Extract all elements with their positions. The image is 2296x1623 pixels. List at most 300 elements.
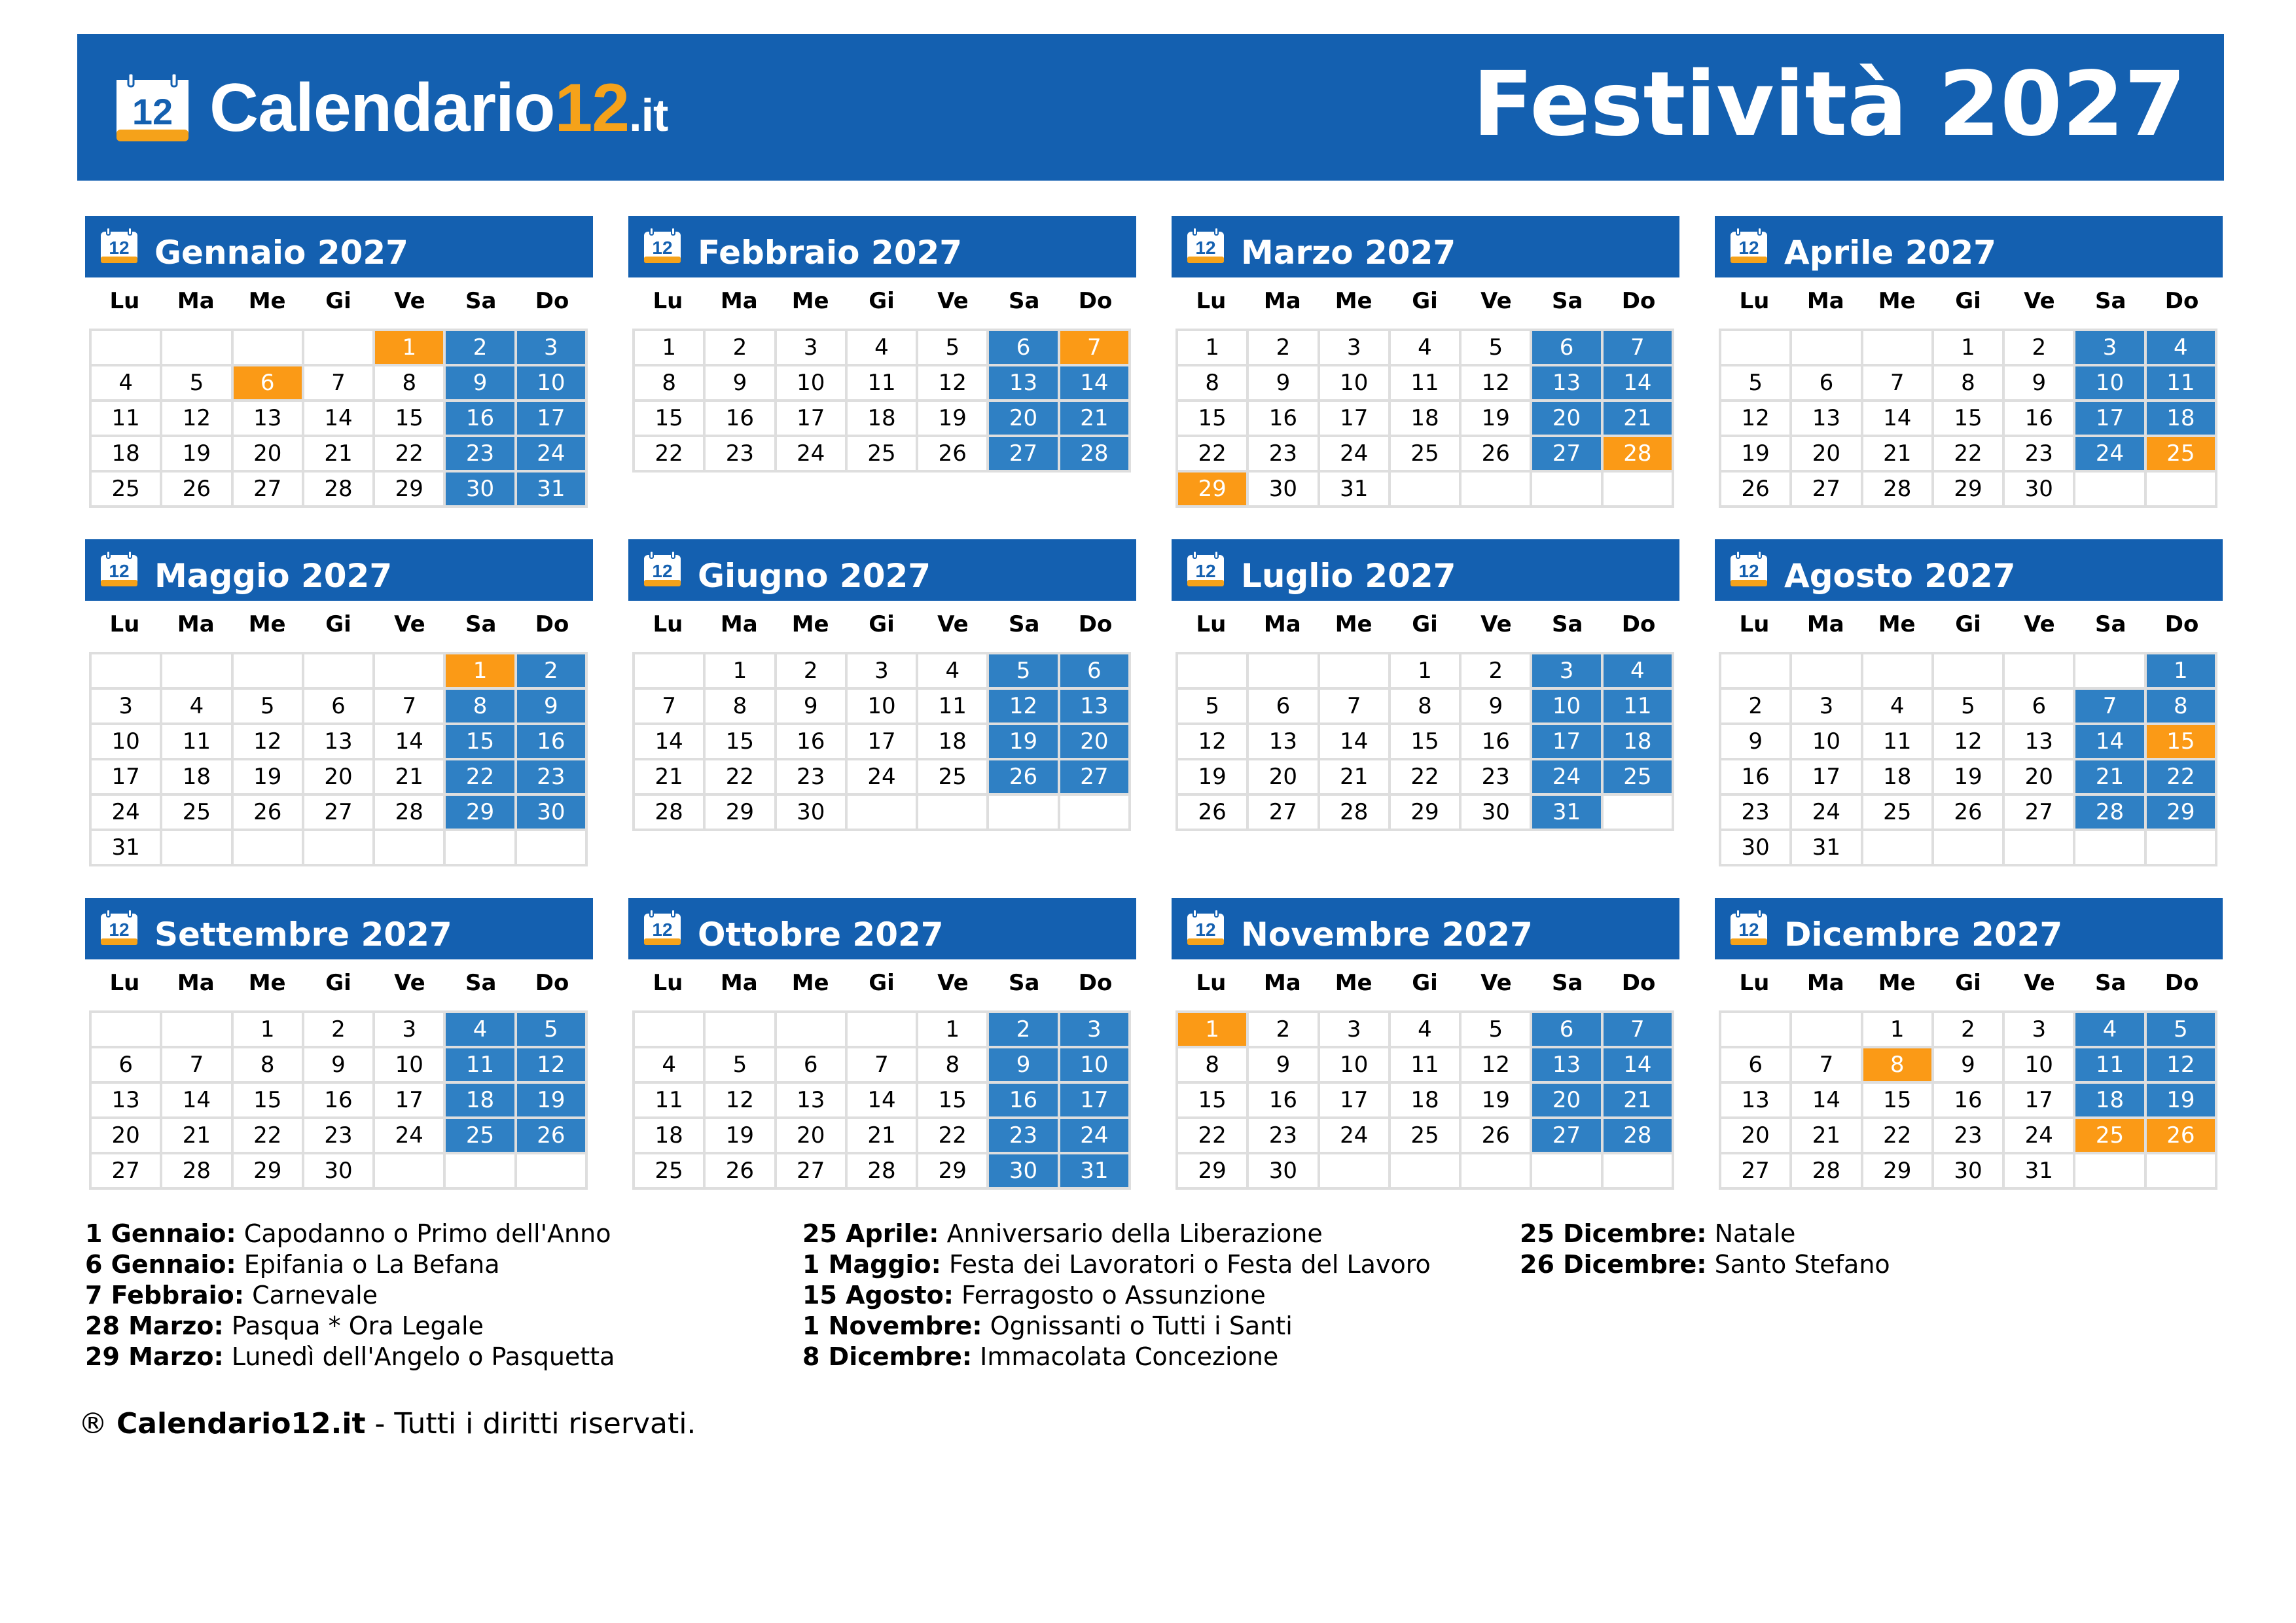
day-cell[interactable]: 4 bbox=[635, 1048, 706, 1084]
day-cell[interactable]: 15 bbox=[918, 1084, 989, 1119]
day-cell[interactable]: 26 bbox=[1462, 1119, 1532, 1154]
day-cell[interactable]: 12 bbox=[162, 402, 233, 437]
day-cell[interactable]: 18 bbox=[2147, 402, 2217, 437]
day-cell[interactable]: 8 bbox=[635, 366, 706, 402]
day-cell[interactable]: 19 bbox=[1934, 760, 2005, 796]
day-cell[interactable]: 31 bbox=[1792, 831, 1863, 866]
day-cell[interactable]: 21 bbox=[1060, 402, 1131, 437]
day-cell[interactable]: 17 bbox=[92, 760, 162, 796]
day-cell[interactable]: 14 bbox=[848, 1084, 918, 1119]
day-cell[interactable]: 9 bbox=[989, 1048, 1060, 1084]
day-cell[interactable]: 8 bbox=[918, 1048, 989, 1084]
day-cell[interactable]: 12 bbox=[1462, 1048, 1532, 1084]
day-cell[interactable]: 25 bbox=[635, 1154, 706, 1190]
day-cell[interactable]: 23 bbox=[706, 437, 776, 473]
day-cell[interactable]: 10 bbox=[777, 366, 848, 402]
day-cell[interactable]: 25 bbox=[1391, 437, 1462, 473]
day-cell[interactable]: 16 bbox=[1934, 1084, 2005, 1119]
day-cell[interactable]: 14 bbox=[635, 725, 706, 760]
day-cell[interactable]: 12 bbox=[2147, 1048, 2217, 1084]
day-cell[interactable]: 16 bbox=[777, 725, 848, 760]
day-cell[interactable]: 13 bbox=[777, 1084, 848, 1119]
day-cell[interactable]: 29 bbox=[1178, 473, 1249, 508]
day-cell[interactable]: 4 bbox=[1391, 331, 1462, 366]
day-cell[interactable]: 14 bbox=[375, 725, 446, 760]
day-cell[interactable]: 9 bbox=[1934, 1048, 2005, 1084]
day-cell[interactable]: 23 bbox=[777, 760, 848, 796]
day-cell[interactable]: 28 bbox=[162, 1154, 233, 1190]
day-cell[interactable]: 1 bbox=[1391, 654, 1462, 690]
day-cell[interactable]: 29 bbox=[1863, 1154, 1934, 1190]
day-cell[interactable]: 25 bbox=[162, 796, 233, 831]
day-cell[interactable]: 6 bbox=[1792, 366, 1863, 402]
day-cell[interactable]: 25 bbox=[2147, 437, 2217, 473]
day-cell[interactable]: 12 bbox=[1178, 725, 1249, 760]
day-cell[interactable]: 29 bbox=[1178, 1154, 1249, 1190]
day-cell[interactable]: 20 bbox=[1060, 725, 1131, 760]
day-cell[interactable]: 3 bbox=[1320, 1013, 1391, 1048]
day-cell[interactable]: 12 bbox=[989, 690, 1060, 725]
day-cell[interactable]: 27 bbox=[1721, 1154, 1792, 1190]
day-cell[interactable]: 9 bbox=[304, 1048, 375, 1084]
day-cell[interactable]: 24 bbox=[848, 760, 918, 796]
day-cell[interactable]: 7 bbox=[162, 1048, 233, 1084]
day-cell[interactable]: 3 bbox=[1060, 1013, 1131, 1048]
day-cell[interactable]: 21 bbox=[1604, 402, 1674, 437]
day-cell[interactable]: 13 bbox=[1249, 725, 1319, 760]
day-cell[interactable]: 21 bbox=[1320, 760, 1391, 796]
day-cell[interactable]: 20 bbox=[989, 402, 1060, 437]
day-cell[interactable]: 10 bbox=[517, 366, 588, 402]
day-cell[interactable]: 18 bbox=[2075, 1084, 2146, 1119]
day-cell[interactable]: 22 bbox=[1178, 437, 1249, 473]
day-cell[interactable]: 23 bbox=[1249, 1119, 1319, 1154]
day-cell[interactable]: 13 bbox=[1532, 366, 1603, 402]
day-cell[interactable]: 20 bbox=[2005, 760, 2075, 796]
day-cell[interactable]: 2 bbox=[989, 1013, 1060, 1048]
day-cell[interactable]: 7 bbox=[1320, 690, 1391, 725]
day-cell[interactable]: 30 bbox=[446, 473, 516, 508]
footer-brand[interactable]: Calendario12.it bbox=[117, 1407, 366, 1440]
day-cell[interactable]: 3 bbox=[2075, 331, 2146, 366]
day-cell[interactable]: 18 bbox=[1604, 725, 1674, 760]
day-cell[interactable]: 7 bbox=[2075, 690, 2146, 725]
day-cell[interactable]: 31 bbox=[1060, 1154, 1131, 1190]
day-cell[interactable]: 6 bbox=[2005, 690, 2075, 725]
day-cell[interactable]: 4 bbox=[2147, 331, 2217, 366]
day-cell[interactable]: 11 bbox=[918, 690, 989, 725]
day-cell[interactable]: 8 bbox=[234, 1048, 304, 1084]
day-cell[interactable]: 11 bbox=[848, 366, 918, 402]
day-cell[interactable]: 4 bbox=[92, 366, 162, 402]
day-cell[interactable]: 23 bbox=[446, 437, 516, 473]
day-cell[interactable]: 1 bbox=[1934, 331, 2005, 366]
day-cell[interactable]: 24 bbox=[1532, 760, 1603, 796]
day-cell[interactable]: 7 bbox=[635, 690, 706, 725]
day-cell[interactable]: 19 bbox=[2147, 1084, 2217, 1119]
day-cell[interactable]: 21 bbox=[375, 760, 446, 796]
day-cell[interactable]: 5 bbox=[918, 331, 989, 366]
day-cell[interactable]: 14 bbox=[162, 1084, 233, 1119]
day-cell[interactable]: 22 bbox=[1863, 1119, 1934, 1154]
day-cell[interactable]: 18 bbox=[918, 725, 989, 760]
day-cell[interactable]: 10 bbox=[1320, 1048, 1391, 1084]
day-cell[interactable]: 8 bbox=[706, 690, 776, 725]
day-cell[interactable]: 24 bbox=[1320, 437, 1391, 473]
day-cell[interactable]: 19 bbox=[706, 1119, 776, 1154]
day-cell[interactable]: 4 bbox=[1391, 1013, 1462, 1048]
day-cell[interactable]: 11 bbox=[635, 1084, 706, 1119]
day-cell[interactable]: 5 bbox=[234, 690, 304, 725]
day-cell[interactable]: 11 bbox=[446, 1048, 516, 1084]
day-cell[interactable]: 12 bbox=[1721, 402, 1792, 437]
day-cell[interactable]: 4 bbox=[162, 690, 233, 725]
day-cell[interactable]: 14 bbox=[1060, 366, 1131, 402]
day-cell[interactable]: 14 bbox=[1792, 1084, 1863, 1119]
day-cell[interactable]: 3 bbox=[777, 331, 848, 366]
day-cell[interactable]: 1 bbox=[2147, 654, 2217, 690]
day-cell[interactable]: 1 bbox=[1178, 331, 1249, 366]
day-cell[interactable]: 5 bbox=[517, 1013, 588, 1048]
day-cell[interactable]: 28 bbox=[2075, 796, 2146, 831]
day-cell[interactable]: 5 bbox=[1178, 690, 1249, 725]
day-cell[interactable]: 21 bbox=[635, 760, 706, 796]
day-cell[interactable]: 15 bbox=[234, 1084, 304, 1119]
day-cell[interactable]: 28 bbox=[375, 796, 446, 831]
day-cell[interactable]: 30 bbox=[1721, 831, 1792, 866]
day-cell[interactable]: 20 bbox=[777, 1119, 848, 1154]
day-cell[interactable]: 4 bbox=[1604, 654, 1674, 690]
day-cell[interactable]: 2 bbox=[517, 654, 588, 690]
day-cell[interactable]: 19 bbox=[1721, 437, 1792, 473]
day-cell[interactable]: 21 bbox=[1863, 437, 1934, 473]
day-cell[interactable]: 10 bbox=[2005, 1048, 2075, 1084]
day-cell[interactable]: 14 bbox=[1320, 725, 1391, 760]
day-cell[interactable]: 31 bbox=[2005, 1154, 2075, 1190]
day-cell[interactable]: 2 bbox=[1721, 690, 1792, 725]
day-cell[interactable]: 29 bbox=[1934, 473, 2005, 508]
day-cell[interactable]: 15 bbox=[1178, 1084, 1249, 1119]
day-cell[interactable]: 4 bbox=[446, 1013, 516, 1048]
day-cell[interactable]: 29 bbox=[1391, 796, 1462, 831]
day-cell[interactable]: 26 bbox=[517, 1119, 588, 1154]
day-cell[interactable]: 17 bbox=[848, 725, 918, 760]
day-cell[interactable]: 29 bbox=[2147, 796, 2217, 831]
day-cell[interactable]: 24 bbox=[777, 437, 848, 473]
day-cell[interactable]: 2 bbox=[1462, 654, 1532, 690]
day-cell[interactable]: 2 bbox=[1934, 1013, 2005, 1048]
day-cell[interactable]: 16 bbox=[1721, 760, 1792, 796]
day-cell[interactable]: 30 bbox=[517, 796, 588, 831]
day-cell[interactable]: 9 bbox=[706, 366, 776, 402]
day-cell[interactable]: 7 bbox=[1604, 1013, 1674, 1048]
day-cell[interactable]: 23 bbox=[2005, 437, 2075, 473]
day-cell[interactable]: 29 bbox=[446, 796, 516, 831]
day-cell[interactable]: 17 bbox=[2075, 402, 2146, 437]
day-cell[interactable]: 16 bbox=[1462, 725, 1532, 760]
day-cell[interactable]: 22 bbox=[635, 437, 706, 473]
day-cell[interactable]: 27 bbox=[1532, 437, 1603, 473]
day-cell[interactable]: 17 bbox=[375, 1084, 446, 1119]
day-cell[interactable]: 2 bbox=[446, 331, 516, 366]
day-cell[interactable]: 12 bbox=[1462, 366, 1532, 402]
day-cell[interactable]: 6 bbox=[989, 331, 1060, 366]
day-cell[interactable]: 31 bbox=[1532, 796, 1603, 831]
day-cell[interactable]: 1 bbox=[635, 331, 706, 366]
day-cell[interactable]: 16 bbox=[706, 402, 776, 437]
day-cell[interactable]: 8 bbox=[1178, 1048, 1249, 1084]
day-cell[interactable]: 30 bbox=[989, 1154, 1060, 1190]
day-cell[interactable]: 8 bbox=[1863, 1048, 1934, 1084]
site-logo[interactable] bbox=[114, 65, 668, 151]
day-cell[interactable]: 28 bbox=[635, 796, 706, 831]
day-cell[interactable]: 20 bbox=[1532, 402, 1603, 437]
day-cell[interactable]: 2 bbox=[1249, 331, 1319, 366]
day-cell[interactable]: 19 bbox=[1178, 760, 1249, 796]
day-cell[interactable]: 27 bbox=[2005, 796, 2075, 831]
day-cell[interactable]: 12 bbox=[1934, 725, 2005, 760]
day-cell[interactable]: 6 bbox=[304, 690, 375, 725]
day-cell[interactable]: 27 bbox=[92, 1154, 162, 1190]
day-cell[interactable]: 15 bbox=[1934, 402, 2005, 437]
day-cell[interactable]: 29 bbox=[706, 796, 776, 831]
day-cell[interactable]: 5 bbox=[989, 654, 1060, 690]
day-cell[interactable]: 20 bbox=[1249, 760, 1319, 796]
day-cell[interactable]: 19 bbox=[162, 437, 233, 473]
day-cell[interactable]: 22 bbox=[375, 437, 446, 473]
day-cell[interactable]: 24 bbox=[517, 437, 588, 473]
day-cell[interactable]: 8 bbox=[446, 690, 516, 725]
day-cell[interactable]: 7 bbox=[1863, 366, 1934, 402]
day-cell[interactable]: 12 bbox=[918, 366, 989, 402]
day-cell[interactable]: 17 bbox=[517, 402, 588, 437]
day-cell[interactable]: 13 bbox=[2005, 725, 2075, 760]
day-cell[interactable]: 29 bbox=[918, 1154, 989, 1190]
day-cell[interactable]: 14 bbox=[1863, 402, 1934, 437]
day-cell[interactable]: 17 bbox=[1320, 402, 1391, 437]
day-cell[interactable]: 3 bbox=[1532, 654, 1603, 690]
day-cell[interactable]: 26 bbox=[1178, 796, 1249, 831]
day-cell[interactable]: 19 bbox=[918, 402, 989, 437]
day-cell[interactable]: 22 bbox=[234, 1119, 304, 1154]
day-cell[interactable]: 23 bbox=[989, 1119, 1060, 1154]
day-cell[interactable]: 10 bbox=[375, 1048, 446, 1084]
day-cell[interactable]: 2 bbox=[777, 654, 848, 690]
day-cell[interactable]: 30 bbox=[304, 1154, 375, 1190]
day-cell[interactable]: 14 bbox=[2075, 725, 2146, 760]
day-cell[interactable]: 30 bbox=[1934, 1154, 2005, 1190]
day-cell[interactable]: 27 bbox=[1060, 760, 1131, 796]
day-cell[interactable]: 6 bbox=[1249, 690, 1319, 725]
day-cell[interactable]: 18 bbox=[848, 402, 918, 437]
day-cell[interactable]: 30 bbox=[1249, 473, 1319, 508]
day-cell[interactable]: 8 bbox=[1178, 366, 1249, 402]
day-cell[interactable]: 10 bbox=[848, 690, 918, 725]
day-cell[interactable]: 7 bbox=[848, 1048, 918, 1084]
day-cell[interactable]: 20 bbox=[1721, 1119, 1792, 1154]
day-cell[interactable]: 29 bbox=[375, 473, 446, 508]
day-cell[interactable]: 28 bbox=[848, 1154, 918, 1190]
day-cell[interactable]: 9 bbox=[446, 366, 516, 402]
day-cell[interactable]: 15 bbox=[1391, 725, 1462, 760]
day-cell[interactable]: 24 bbox=[375, 1119, 446, 1154]
day-cell[interactable]: 9 bbox=[517, 690, 588, 725]
day-cell[interactable]: 13 bbox=[92, 1084, 162, 1119]
day-cell[interactable]: 24 bbox=[92, 796, 162, 831]
day-cell[interactable]: 30 bbox=[777, 796, 848, 831]
day-cell[interactable]: 27 bbox=[989, 437, 1060, 473]
day-cell[interactable]: 25 bbox=[1391, 1119, 1462, 1154]
day-cell[interactable]: 5 bbox=[706, 1048, 776, 1084]
day-cell[interactable]: 31 bbox=[1320, 473, 1391, 508]
day-cell[interactable]: 16 bbox=[446, 402, 516, 437]
day-cell[interactable]: 21 bbox=[304, 437, 375, 473]
day-cell[interactable]: 17 bbox=[1792, 760, 1863, 796]
day-cell[interactable]: 6 bbox=[1532, 331, 1603, 366]
day-cell[interactable]: 15 bbox=[1863, 1084, 1934, 1119]
day-cell[interactable]: 13 bbox=[1532, 1048, 1603, 1084]
day-cell[interactable]: 6 bbox=[1721, 1048, 1792, 1084]
day-cell[interactable]: 24 bbox=[1792, 796, 1863, 831]
day-cell[interactable]: 30 bbox=[1462, 796, 1532, 831]
day-cell[interactable]: 8 bbox=[375, 366, 446, 402]
day-cell[interactable]: 27 bbox=[1249, 796, 1319, 831]
day-cell[interactable]: 22 bbox=[918, 1119, 989, 1154]
day-cell[interactable]: 6 bbox=[234, 366, 304, 402]
day-cell[interactable]: 25 bbox=[92, 473, 162, 508]
day-cell[interactable]: 10 bbox=[1060, 1048, 1131, 1084]
day-cell[interactable]: 18 bbox=[1863, 760, 1934, 796]
day-cell[interactable]: 26 bbox=[918, 437, 989, 473]
day-cell[interactable]: 10 bbox=[2075, 366, 2146, 402]
day-cell[interactable]: 18 bbox=[635, 1119, 706, 1154]
day-cell[interactable]: 3 bbox=[2005, 1013, 2075, 1048]
day-cell[interactable]: 22 bbox=[1178, 1119, 1249, 1154]
day-cell[interactable]: 24 bbox=[2005, 1119, 2075, 1154]
day-cell[interactable]: 23 bbox=[1721, 796, 1792, 831]
day-cell[interactable]: 25 bbox=[1863, 796, 1934, 831]
day-cell[interactable]: 15 bbox=[706, 725, 776, 760]
day-cell[interactable]: 1 bbox=[1178, 1013, 1249, 1048]
day-cell[interactable]: 12 bbox=[517, 1048, 588, 1084]
day-cell[interactable]: 3 bbox=[92, 690, 162, 725]
day-cell[interactable]: 11 bbox=[92, 402, 162, 437]
day-cell[interactable]: 6 bbox=[1060, 654, 1131, 690]
day-cell[interactable]: 1 bbox=[234, 1013, 304, 1048]
day-cell[interactable]: 4 bbox=[1863, 690, 1934, 725]
day-cell[interactable]: 14 bbox=[1604, 366, 1674, 402]
day-cell[interactable]: 26 bbox=[1934, 796, 2005, 831]
day-cell[interactable]: 3 bbox=[517, 331, 588, 366]
day-cell[interactable]: 5 bbox=[162, 366, 233, 402]
day-cell[interactable]: 28 bbox=[1604, 437, 1674, 473]
day-cell[interactable]: 25 bbox=[918, 760, 989, 796]
day-cell[interactable]: 23 bbox=[1249, 437, 1319, 473]
day-cell[interactable]: 24 bbox=[1060, 1119, 1131, 1154]
day-cell[interactable]: 31 bbox=[92, 831, 162, 866]
day-cell[interactable]: 1 bbox=[706, 654, 776, 690]
day-cell[interactable]: 27 bbox=[234, 473, 304, 508]
day-cell[interactable]: 9 bbox=[1462, 690, 1532, 725]
day-cell[interactable]: 15 bbox=[2147, 725, 2217, 760]
day-cell[interactable]: 15 bbox=[635, 402, 706, 437]
day-cell[interactable]: 4 bbox=[918, 654, 989, 690]
day-cell[interactable]: 26 bbox=[1462, 437, 1532, 473]
day-cell[interactable]: 20 bbox=[92, 1119, 162, 1154]
day-cell[interactable]: 11 bbox=[1391, 1048, 1462, 1084]
day-cell[interactable]: 14 bbox=[1604, 1048, 1674, 1084]
day-cell[interactable]: 18 bbox=[446, 1084, 516, 1119]
day-cell[interactable]: 26 bbox=[162, 473, 233, 508]
day-cell[interactable]: 8 bbox=[1934, 366, 2005, 402]
day-cell[interactable]: 26 bbox=[706, 1154, 776, 1190]
day-cell[interactable]: 26 bbox=[989, 760, 1060, 796]
day-cell[interactable]: 19 bbox=[1462, 1084, 1532, 1119]
day-cell[interactable]: 5 bbox=[1934, 690, 2005, 725]
day-cell[interactable]: 20 bbox=[1532, 1084, 1603, 1119]
day-cell[interactable]: 6 bbox=[92, 1048, 162, 1084]
day-cell[interactable]: 1 bbox=[446, 654, 516, 690]
day-cell[interactable]: 1 bbox=[375, 331, 446, 366]
day-cell[interactable]: 19 bbox=[1462, 402, 1532, 437]
day-cell[interactable]: 6 bbox=[1532, 1013, 1603, 1048]
day-cell[interactable]: 21 bbox=[1792, 1119, 1863, 1154]
day-cell[interactable]: 9 bbox=[777, 690, 848, 725]
day-cell[interactable]: 15 bbox=[375, 402, 446, 437]
day-cell[interactable]: 11 bbox=[1391, 366, 1462, 402]
day-cell[interactable]: 21 bbox=[1604, 1084, 1674, 1119]
day-cell[interactable]: 3 bbox=[1792, 690, 1863, 725]
day-cell[interactable]: 5 bbox=[1462, 1013, 1532, 1048]
day-cell[interactable]: 7 bbox=[375, 690, 446, 725]
day-cell[interactable]: 21 bbox=[2075, 760, 2146, 796]
day-cell[interactable]: 11 bbox=[162, 725, 233, 760]
day-cell[interactable]: 26 bbox=[234, 796, 304, 831]
day-cell[interactable]: 11 bbox=[1863, 725, 1934, 760]
day-cell[interactable]: 22 bbox=[1391, 760, 1462, 796]
day-cell[interactable]: 16 bbox=[2005, 402, 2075, 437]
day-cell[interactable]: 8 bbox=[2147, 690, 2217, 725]
day-cell[interactable]: 29 bbox=[234, 1154, 304, 1190]
day-cell[interactable]: 11 bbox=[1604, 690, 1674, 725]
day-cell[interactable]: 28 bbox=[304, 473, 375, 508]
day-cell[interactable]: 26 bbox=[2147, 1119, 2217, 1154]
day-cell[interactable]: 23 bbox=[517, 760, 588, 796]
day-cell[interactable]: 27 bbox=[304, 796, 375, 831]
day-cell[interactable]: 15 bbox=[1178, 402, 1249, 437]
day-cell[interactable]: 16 bbox=[1249, 402, 1319, 437]
day-cell[interactable]: 27 bbox=[1792, 473, 1863, 508]
day-cell[interactable]: 10 bbox=[1320, 366, 1391, 402]
day-cell[interactable]: 3 bbox=[848, 654, 918, 690]
day-cell[interactable]: 2 bbox=[2005, 331, 2075, 366]
day-cell[interactable]: 17 bbox=[777, 402, 848, 437]
day-cell[interactable]: 30 bbox=[1249, 1154, 1319, 1190]
day-cell[interactable]: 25 bbox=[2075, 1119, 2146, 1154]
day-cell[interactable]: 3 bbox=[1320, 331, 1391, 366]
day-cell[interactable]: 1 bbox=[918, 1013, 989, 1048]
day-cell[interactable]: 13 bbox=[1792, 402, 1863, 437]
day-cell[interactable]: 18 bbox=[1391, 1084, 1462, 1119]
day-cell[interactable]: 19 bbox=[234, 760, 304, 796]
day-cell[interactable]: 27 bbox=[1532, 1119, 1603, 1154]
day-cell[interactable]: 28 bbox=[1320, 796, 1391, 831]
day-cell[interactable]: 28 bbox=[1792, 1154, 1863, 1190]
day-cell[interactable]: 16 bbox=[517, 725, 588, 760]
day-cell[interactable]: 30 bbox=[2005, 473, 2075, 508]
day-cell[interactable]: 28 bbox=[1060, 437, 1131, 473]
day-cell[interactable]: 9 bbox=[2005, 366, 2075, 402]
